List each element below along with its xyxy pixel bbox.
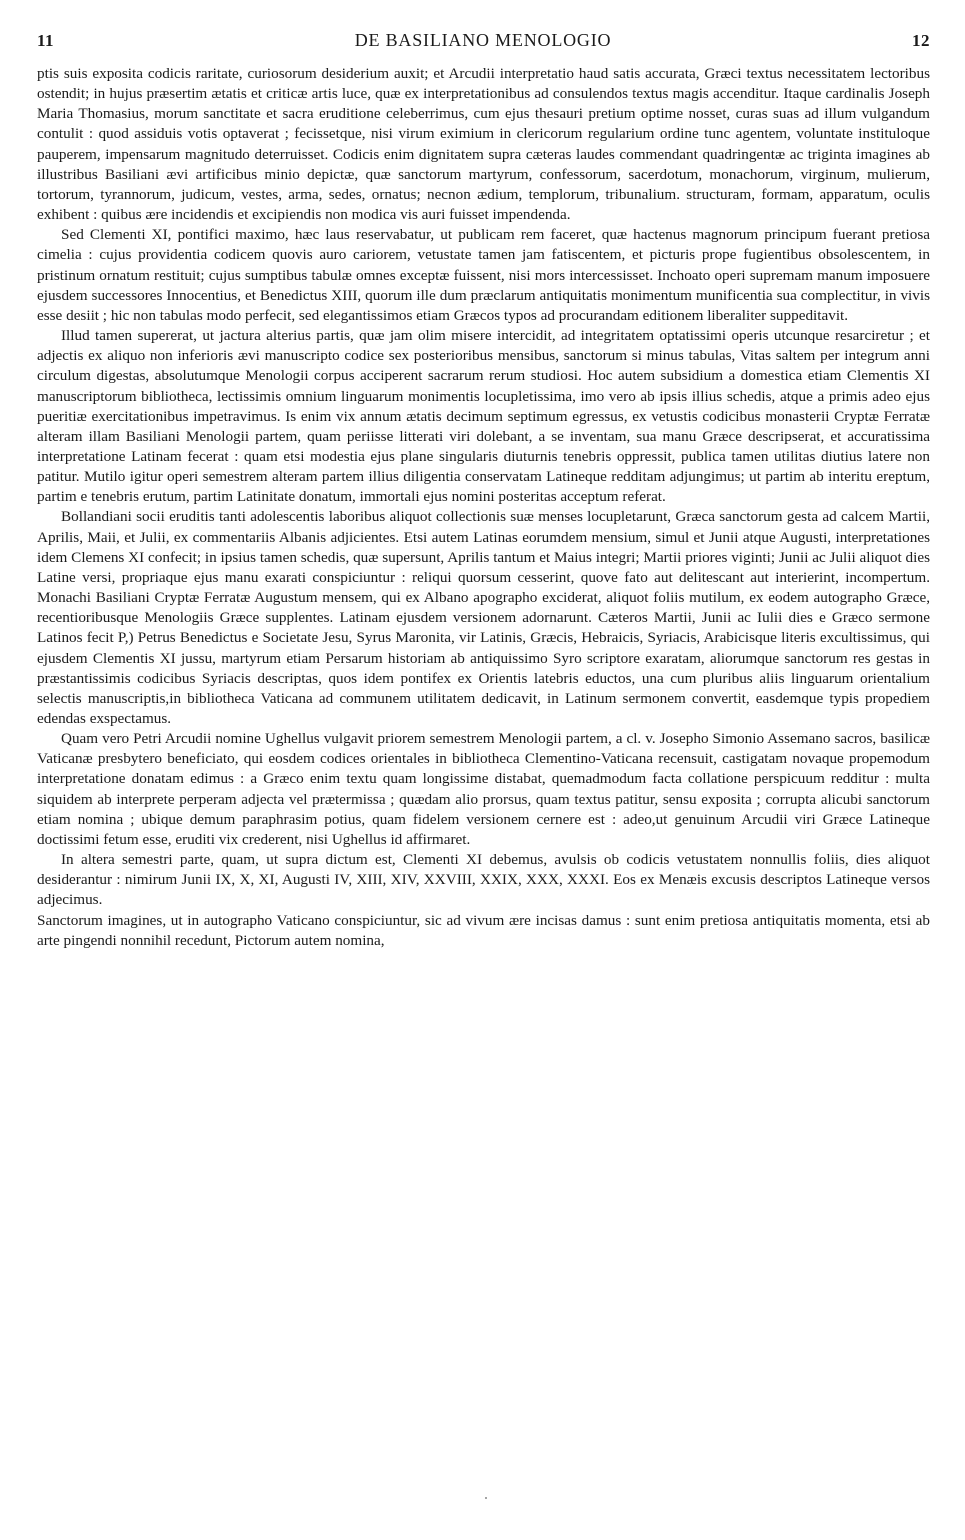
right-page-number: 12 xyxy=(911,31,930,50)
running-header xyxy=(37,30,930,64)
running-title: DE BASILIANO MENOLOGIO xyxy=(354,30,612,50)
body-text xyxy=(37,64,930,951)
paragraph-3: Illud tamen supererat, ut jactura alterius partis, quæ jam olim misere intercidit, ad integritatem optatissimi operis utcunque resarciretur ; et adjectis ex aliquo non inferioris ævi manuscripto codice sex posterioribus mensibus, sanctorum si minus tabulas, Vitas saltem per integrum anni circulum digestas, absolutumque Menologii corpus acciperent sacrarum rerum studiosi. Hoc autem subsidium a domestica etiam Clementis XI manuscriptorum bibliotheca, lectissimis omnium linguarum monimentis locupletissima, imo vero ab ipsis illius schedis, atque a primis adeo ejus pueritiæ exercitationibus impetravimus. Is enim vix annum ætatis decimum septimum egressus, ex vetustis codicibus monasterii Cryptæ Ferratæ alteram illam Basiliani Menologii partem, quam periisse litterati viri dolebant, a se inventam, sua manu Græce descripserat, et accuratissima interpretatione Latinam fecerat : quam etsi modestia ejus plane singularis diuturnis tenebris oppressit, publica tamen utilitas diutius latere non patitur. Mutilo igitur operi semestrem alteram partem illius diligentia conservatam Latineque redditam adjungimus; ut partim ab interitu ereptum, partim e tenebris erutum, partim Latinitate donatum, immortali ejus nomini posteritas acceptum referat. xyxy=(37,327,930,506)
paragraph-4: Bollandiani socii eruditis tanti adolescentis laboribus aliquot collectionis suæ menses locupletarunt, Græca sanctorum gesta ad calcem Martii, Aprilis, Maii, et Julii, ex commentariis Albanis adjicientes. Etsi autem Latinas eorumdem mensium, simul et Junii atque Augusti, interpretationes idem Clemens XI confecit; in ipsius tamen schedis, quæ supersunt, Aprilis tantum et Maius integri; Martii priores viginti; Junii ac Julii aliquot dies Latine versi, propriaque ejus manu exarati conspiciuntur : reliqui quorsum cesserint, quove fato aut delitescant aut interierint, incompertum. Monachi Basiliani Cryptæ Ferratæ Augustum mensem, qui ex Albano apographo exciderat, aliquot foliis mutilum, ex eodem autographo Græce, recentioribusque Menologiis Græce supplentes. Latinam ejusdem versionem adornarunt. Cæteros Martii, Junii ac Iulii dies e Græco sermone Latinos fecit P,) Petrus Benedictus e Societate Jesu, Syrus Maronita, vir Latinis, Græcis, Hebraicis, Syriacis, Arabicisque literis excultissimus, qui ejusdem Clementis XI jussu, martyrum etiam Persarum historiam ab antiquissimo Syro scriptore exaratam, aliorumque sanctorum res gestas in præstantissimis codicibus Syriacis descriptas, quos idem pontifex ex Orientis latebris eductos, una cum pluribus aliis linguarum orientalium selectis manuscriptis,in bibliotheca Vaticana ad communem utilitatem dedicavit, in Latinum sermonem convertit, easdemque typis propediem edendas exspectamus. xyxy=(37,508,930,727)
left-page-number: 11 xyxy=(37,31,55,50)
paragraph-2: Sed Clementi XI, pontifici maximo, hæc laus reservabatur, ut publicam rem faceret, quæ hactenus magnorum principum fuerant pretiosa cimelia : cujus providentia codicem quovis auro cariorem, vetustate tamen jam fatiscentem, et picturis prope fugientibus obsolescentem, in pristinum ornatum restituit; cujus sumptibus tabulæ omnes exceptæ fuissent, nisi mors intercessisset. Inchoato operi supremam manum imposuere ejusdem successores Innocentius, et Benedictus XIII, quorum ille dum præclarum antiquitatis monimentum munificentia sua complectitur, in vivis esse desiit ; hic non tabulas modo perfecit, sed elegantissimos etiam Græcos typos ad procurandam editionem liberaliter suppeditavit. xyxy=(37,226,930,324)
paragraph-6: In altera semestri parte, quam, ut supra dictum est, Clementi XI debemus, avulsis ob codicis vetustatem nonnullis foliis, dies aliquot desiderantur : nimirum Junii IX, X, XI, Augusti IV, XIII, XIV, XXVIII, XXIX, XXX, XXXI. Eos ex Menæis excusis descriptos Latineque versos adjecimus. xyxy=(37,851,930,909)
paragraph-7: Sanctorum imagines, ut in autographo Vaticano conspiciuntur, sic ad vivum ære incisas damus : sunt enim pretiosa antiquitatis momenta, etsi ab arte pingendi nonnihil recedunt, Pictorum autem nomina, xyxy=(37,911,930,949)
page xyxy=(37,30,930,951)
paragraph-1: ptis suis exposita codicis raritate, curiosorum desiderium auxit; et Arcudii interpretatio haud satis accurata, Græci textus necessitatem lectoribus ostendit; in hujus præsertim ætatis et criticæ artis luce, quæ ex interpretationibus ad consulendos textus magis accenditur. Itaque cardinalis Joseph Maria Thomasius, morum sanctitate et sacra eruditione celeberrimus, cum ejus thesauri pretium optime nosset, curas suas ad illum vulgandum contulit : quod assiduis votis optaverat ; fecissetque, nisi virum eximium in clericorum regularium ordine tunc agentem, voluntate instituloque pauperem, impensarum magnitudo deterruisset. Codicis enim dignitatem supra cæteras laudes commendant quadringentæ ac triginta imagines ab illustribus Basiliani ævi artificibus minio depictæ, quæ sanctorum martyrum, confessorum, sacerdotum, monachorum, virginum, mulierum, tortorum, tyrannorum, judicum, vestes, arma, sedes, ornatus; necnon ædium, templorum, tribunalium. structuram, formam, apparatum, oculis exhibent : quibus ære incidendis et excipiendis non modica vis auri fuisset impendenda. xyxy=(37,65,930,224)
paragraph-5: Quam vero Petri Arcudii nomine Ughellus vulgavit priorem semestrem Menologii partem, a cl. v. Josepho Simonio Assemano sacros, basilicæ Vaticanæ presbytero beneficiato, qui eosdem codices orientales in bibliotheca Clementino-Vaticana recensuit, castigatam novaque propemodum interpretatione donatam edimus : a Græco enim textu quam longissime distabat, quemadmodum facta collatione perspicuum redditur : multa siquidem ab interprete perperam adjecta vel prætermissa ; quædam alio prorsus, quam textus patitur, sensu exposita ; corrupta alicubi sanctorum etiam nomina ; ubique demum paraphrasim potius, quam fidelem versionem cernere est : adeo,ut genuinum Arcudii viri Græce Latineque doctissimi fetum esse, eruditi vix crederent, nisi Ughellus id affirmaret. xyxy=(37,730,930,848)
speck-mark xyxy=(485,1497,487,1499)
